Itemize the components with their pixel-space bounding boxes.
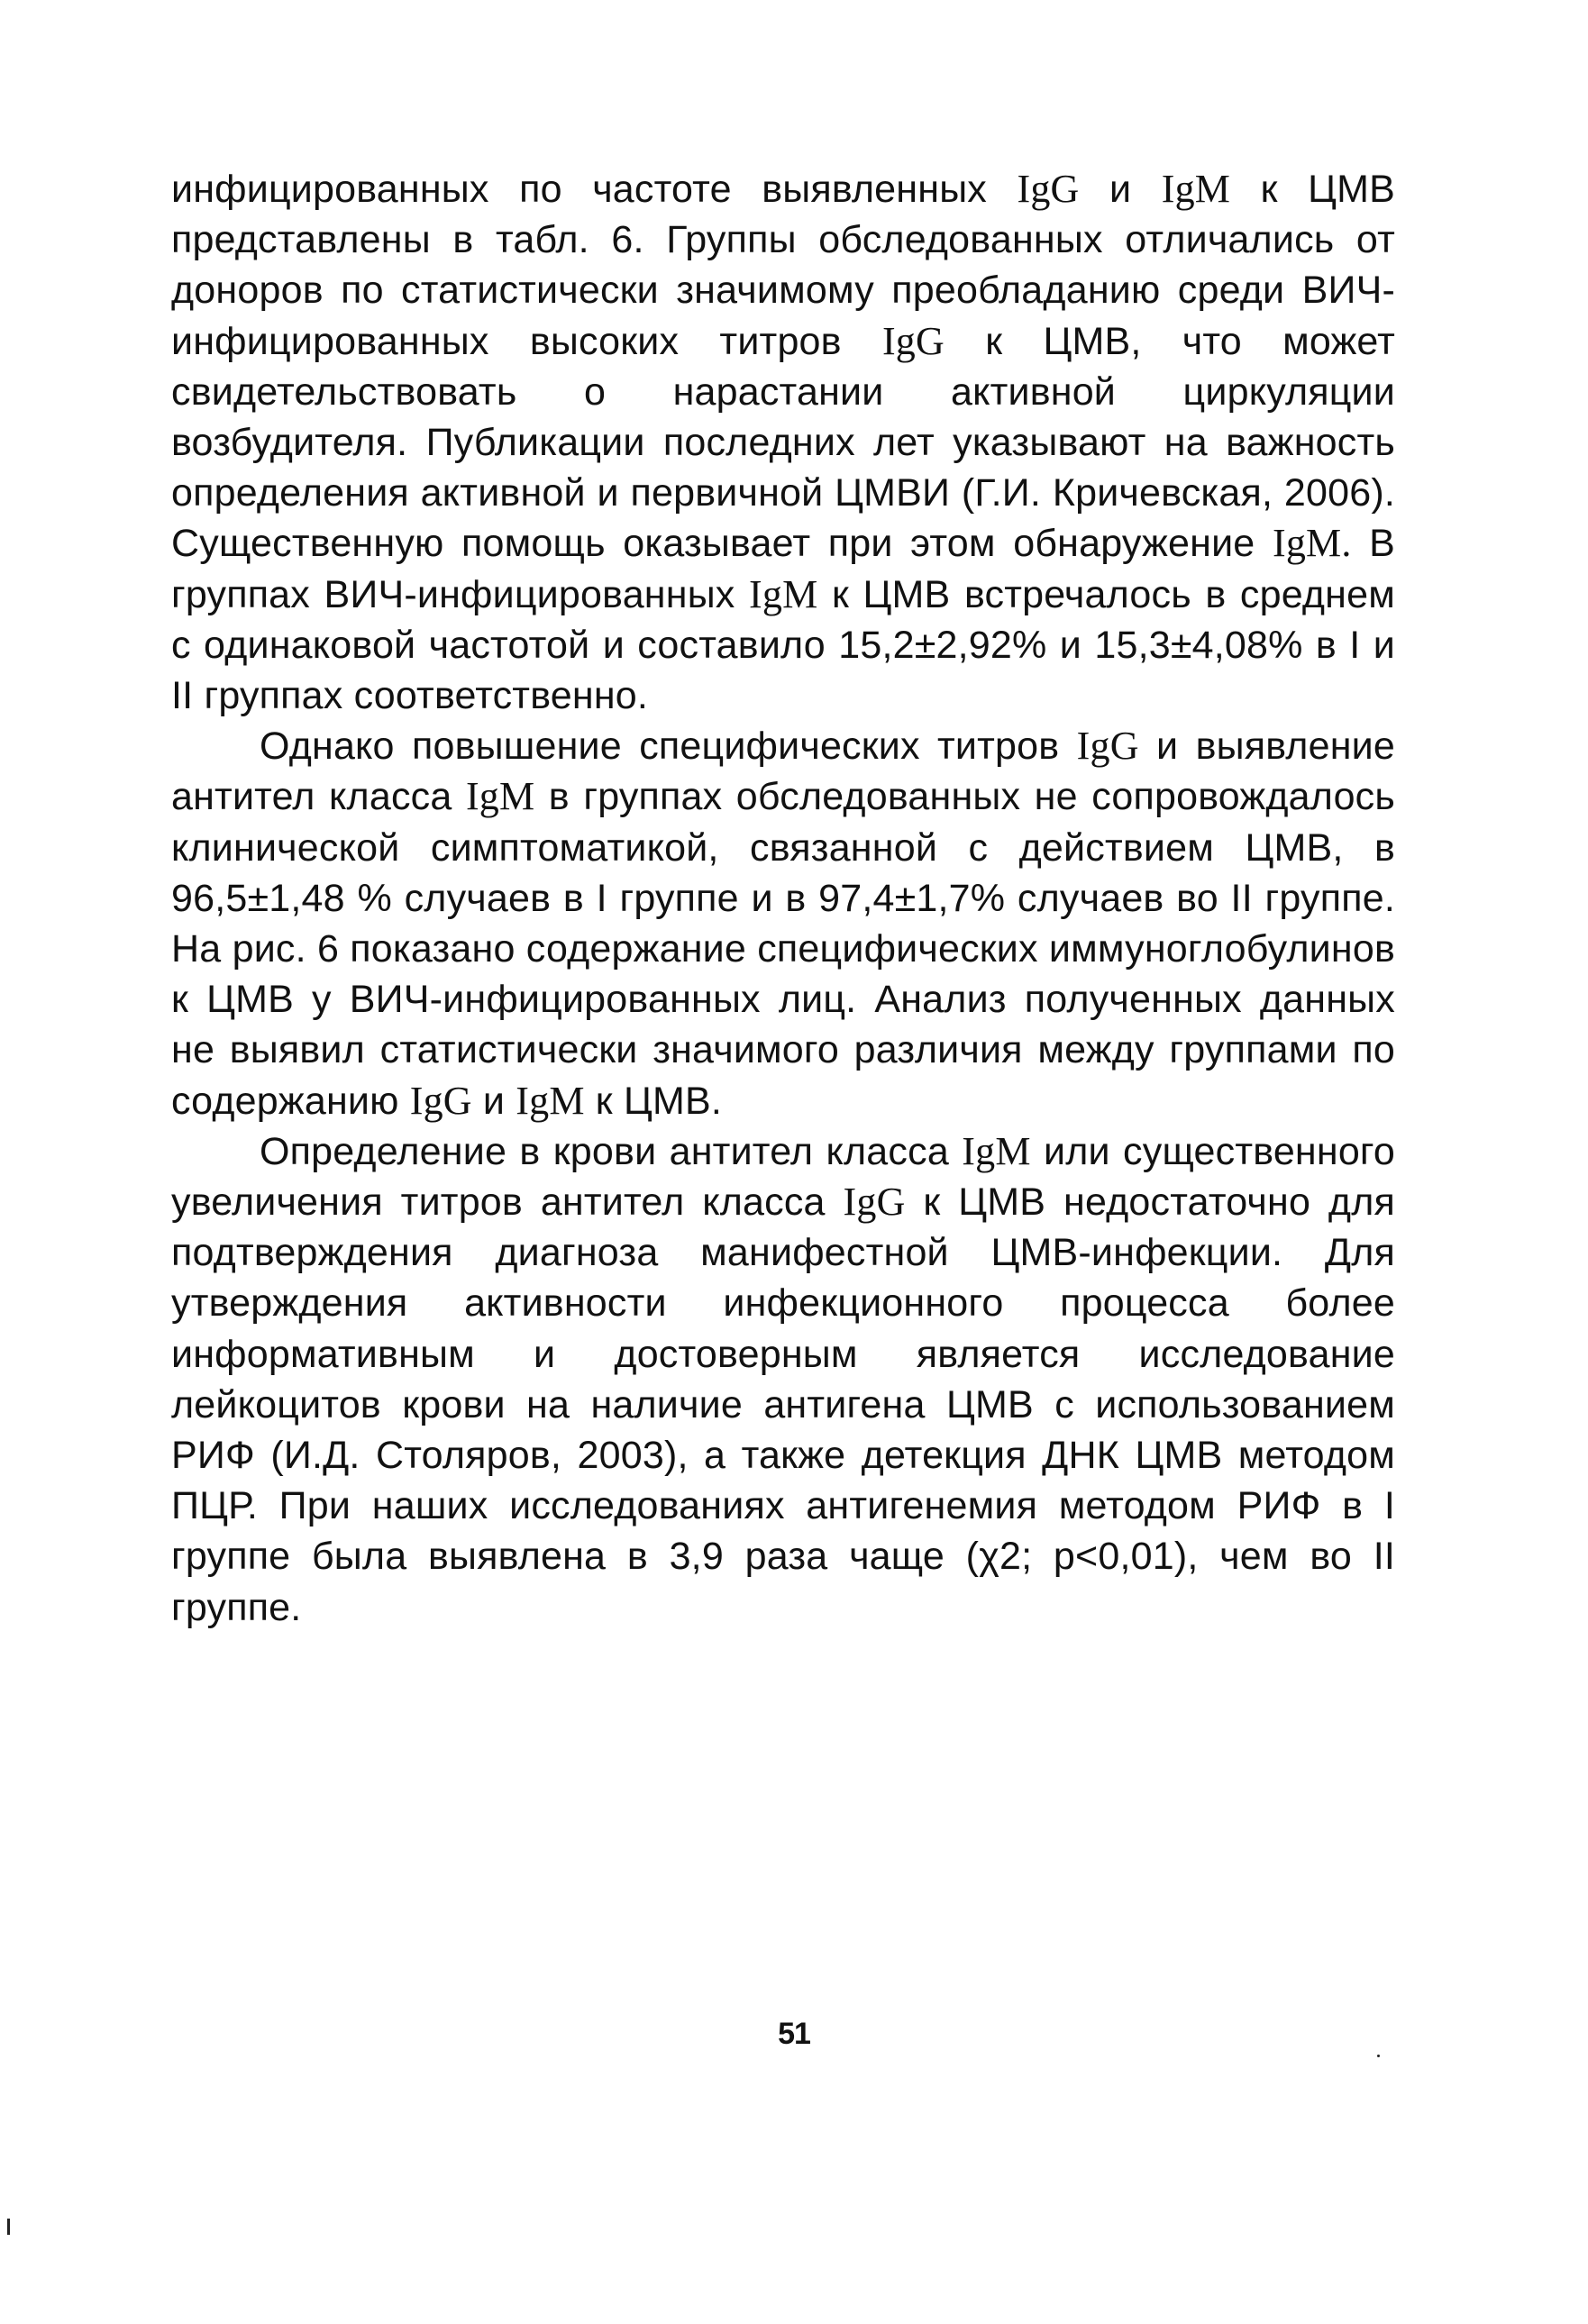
- antibody-term: IgG: [1017, 167, 1080, 211]
- antibody-term: IgG: [409, 1078, 472, 1123]
- text-run: инфицированных по частоте выявленных: [171, 168, 1018, 211]
- text-run: Однако повышение специфических титров: [260, 725, 1077, 769]
- text-run: к ЦМВ представлены в табл. 6. Группы обследованных отличались от доноров по статистически значимому преобладанию среди ВИЧ-инфицированных высоких титров: [171, 168, 1396, 363]
- antibody-term: IgM: [465, 774, 535, 819]
- text-run: и: [471, 1079, 516, 1123]
- antibody-term: IgM: [749, 571, 818, 616]
- page-number: 51: [778, 2017, 810, 2051]
- text-run: и выявление антител класса: [171, 725, 1395, 819]
- text-run: к ЦМВ встречалось в среднем с одинаковой частотой и составило 15,2±2,92% и 15,3±4,08% в I и II группах соответственно.: [171, 572, 1395, 718]
- text-run: к ЦМВ недостаточно для подтверждения диагноза манифестной ЦМВ-инфекции. Для утверждения активности инфекционного процесса более информативным и достоверным является исследование лейкоцитов крови на наличие антигена ЦМВ с использованием РИФ (И.Д. Столяров, 2003), а также детекция ДНК ЦМВ методом ПЦР. При наших исследованиях антигенемия методом РИФ в I группе была выявлена в 3,9 раза чаще (χ2; p<0,01), чем во II группе.: [171, 1180, 1395, 1629]
- antibody-term: IgG: [881, 318, 945, 363]
- antibody-term: IgG: [843, 1180, 906, 1225]
- antibody-term: IgM: [516, 1078, 585, 1123]
- text-run: к ЦМВ, что может свидетельствовать о нарастании активной циркуляции возбудителя. Публикации последних лет указывают на важность определения активной и первичной ЦМВИ (Г.И. Кричевская, 2006). Существенную помощь оказывает при этом обнаружение: [171, 319, 1396, 566]
- text-run: и: [1079, 168, 1162, 211]
- text-run: Определение в крови антител класса: [260, 1129, 963, 1173]
- antibody-term: IgG: [1076, 724, 1139, 769]
- text-run: в группах обследованных не сопровождалось клинической симптоматикой, связанной с действием ЦМВ, в 96,5±1,48 % случаев в I группе и в 97,4±1,7% случаев во II группе. На рис. 6 показано содержание специфических иммуноглобулинов к ЦМВ у ВИЧ-инфицированных лиц. Анализ полученных данных не выявил статистически значимого различия между группами по содержанию: [171, 775, 1395, 1123]
- paragraph-2: [171, 721, 1395, 1126]
- paragraph-3: [171, 1126, 1395, 1633]
- antibody-term: IgM: [1161, 167, 1231, 211]
- scan-mark: [7, 2219, 10, 2235]
- scan-speck: [1377, 2055, 1380, 2057]
- paragraph-1: [171, 164, 1395, 721]
- antibody-term: IgM.: [1272, 521, 1352, 566]
- text-run: к ЦМВ.: [584, 1079, 723, 1123]
- antibody-term: IgM: [962, 1128, 1031, 1173]
- text-run: или существенного увеличения титров антител класса: [171, 1129, 1395, 1225]
- text-run: В группах ВИЧ-инфицированных: [171, 522, 1395, 616]
- body-text: [171, 164, 1395, 1633]
